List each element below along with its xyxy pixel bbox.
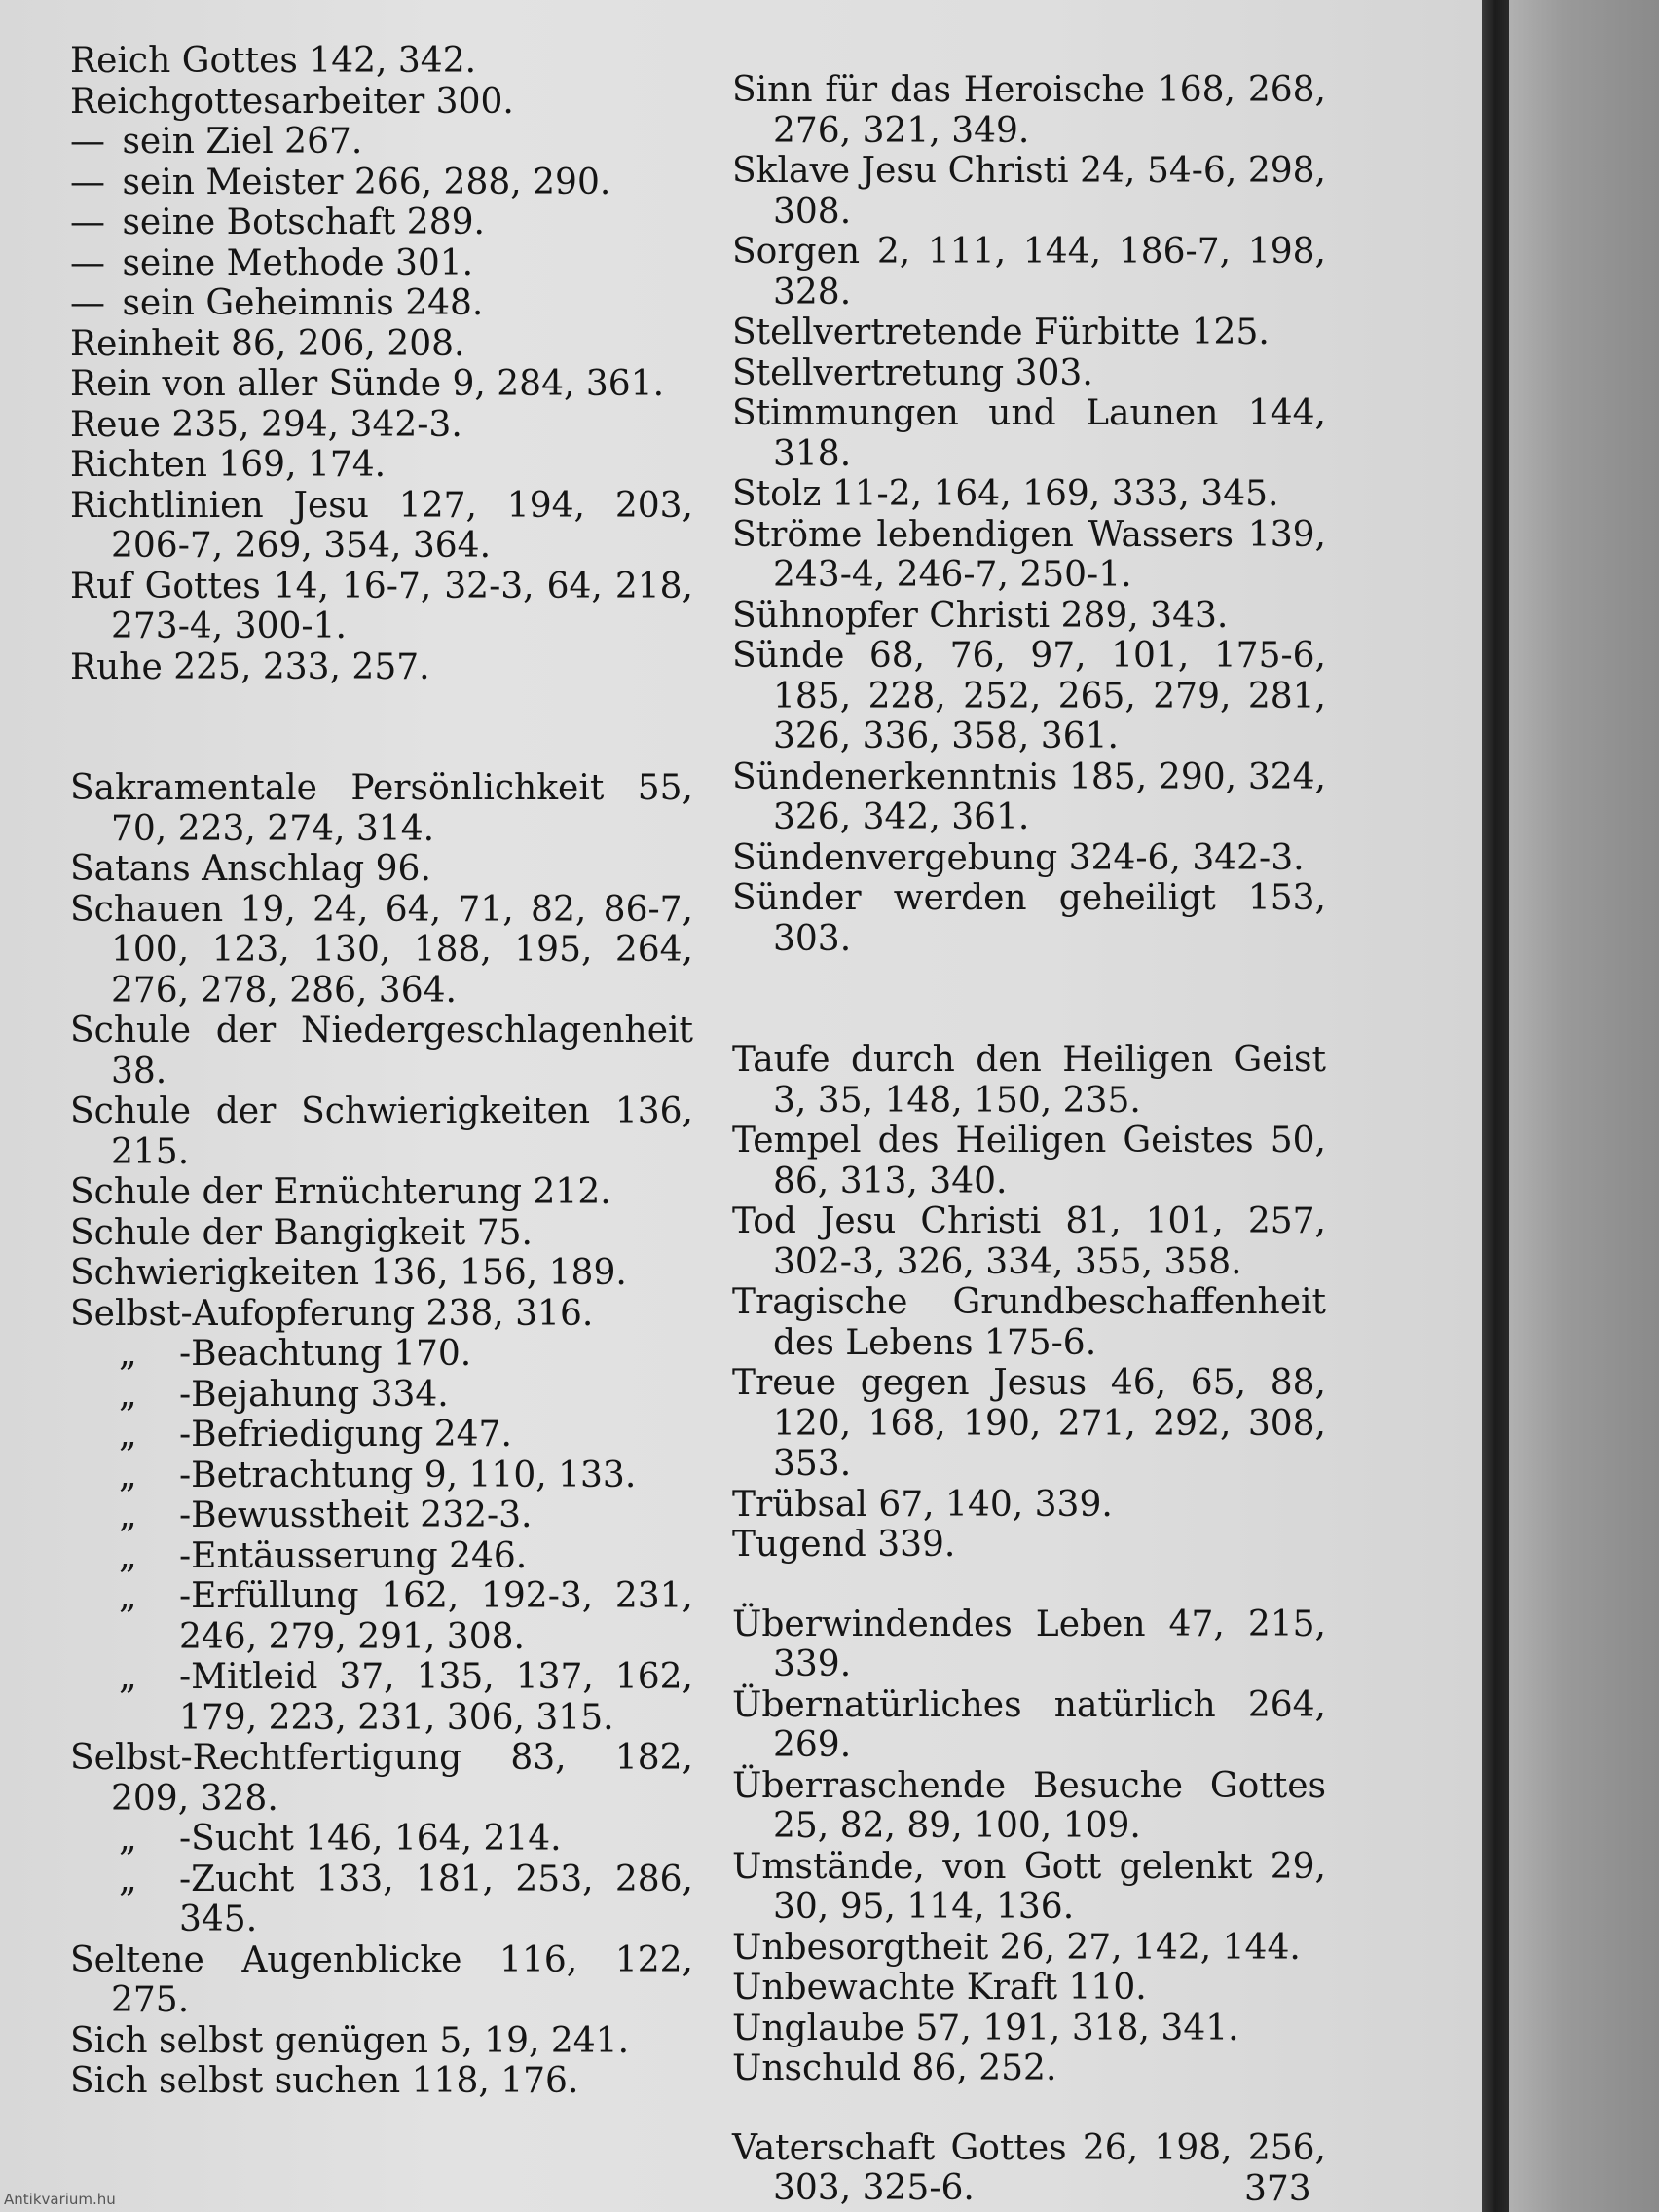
dash-mark: — (70, 122, 105, 162)
dash-mark: — (70, 242, 105, 283)
ditto-mark: „ (119, 1374, 137, 1415)
index-entry: Vaterschaft Gottes 26, 198, 256, 303, 325-6. (732, 2127, 1326, 2208)
index-entry: Überraschende Besuche Gottes 25, 82, 89, 100, 109. (732, 1765, 1326, 1846)
index-subentry: „ -Befriedigung 247. (70, 1415, 693, 1456)
index-entry: Sinn für das Heroische 168, 268, 276, 321, 349. (732, 70, 1326, 151)
index-entry: Selbst-Aufopferung 238, 316. (70, 1293, 594, 1334)
index-entry: Taufe durch den Heiligen Geist 3, 35, 148, 150, 235. (732, 1040, 1326, 1121)
index-entry: Trübsal 67, 140, 339. (732, 1484, 1113, 1525)
index-entry: Treue gegen Jesus 46, 65, 88, 120, 168, 190, 271, 292, 308, 353. (732, 1363, 1326, 1484)
index-entry: Ruf Gottes 14, 16-7, 32-3, 64, 218, 273-4, 300-1. (70, 566, 693, 646)
index-entry: Sühnopfer Christi 289, 343. (732, 595, 1229, 636)
index-entry: Schule der Niedergeschlagenheit 38. (70, 1011, 693, 1091)
index-entry: Stimmungen und Launen 144, 318. (732, 393, 1326, 474)
index-entry: Tragische Grundbeschaffenheit des Lebens 175-6. (732, 1282, 1326, 1363)
index-entry: Reue 235, 294, 342-3. (70, 404, 462, 445)
index-entry: Unbesorgtheit 26, 27, 142, 144. (732, 1927, 1301, 1968)
index-column-right (732, 70, 1326, 2209)
index-entry: Sünde 68, 76, 97, 101, 175-6, 185, 228, 252, 265, 279, 281, 326, 336, 358, 361. (732, 636, 1326, 756)
index-entry: Sündenerkenntnis 185, 290, 324, 326, 342, 361. (732, 756, 1326, 837)
index-subentry: „ -Entäusserung 246. (70, 1536, 693, 1577)
background-surface (1499, 0, 1659, 2212)
page-edge (1482, 0, 1509, 2212)
ditto-mark: „ (119, 1535, 137, 1576)
index-column-left (70, 41, 693, 2102)
index-entry: Rein von aller Sünde 9, 284, 361. (70, 364, 665, 404)
index-subentry: — seine Methode 301. (70, 242, 474, 283)
dash-mark: — (70, 203, 105, 242)
index-entry: Überwindendes Leben 47, 215, 339. (732, 1604, 1326, 1684)
index-entry: Schwierigkeiten 136, 156, 189. (70, 1253, 627, 1293)
index-entry: Sich selbst genügen 5, 19, 241. (70, 2020, 630, 2061)
page-number: 373 (1244, 2169, 1311, 2209)
index-entry: Unbewachte Kraft 110. (732, 1968, 1147, 2008)
index-subentry: „ -Mitleid 37, 135, 137, 162, 179, 223, 231, 306, 315. (70, 1657, 693, 1738)
index-entry: Selbst-Rechtfertigung 83, 182, 209, 328. (70, 1738, 693, 1819)
index-entry: Ströme lebendigen Wassers 139, 243-4, 246-7, 250-1. (732, 514, 1326, 595)
index-entry: Tugend 339. (732, 1525, 956, 1565)
index-subentry: „ -Zucht 133, 181, 253, 286, 345. (70, 1860, 693, 1940)
index-subentry: „ -Sucht 146, 164, 214. (70, 1819, 693, 1860)
index-entry: Schauen 19, 24, 64, 71, 82, 86-7, 100, 123, 130, 188, 195, 264, 276, 278, 286, 364. (70, 889, 693, 1011)
index-entry: Richten 169, 174. (70, 445, 387, 485)
index-entry: Stellvertretung 303. (732, 352, 1093, 393)
index-entry: Übernatürliches natürlich 264, 269. (732, 1684, 1326, 1765)
index-entry: Stolz 11-2, 164, 169, 333, 345. (732, 474, 1279, 514)
index-entry: Stellvertretende Fürbitte 125. (732, 313, 1270, 352)
watermark: Antikvarium.hu (4, 2191, 116, 2208)
index-subentry: „ -Bewusstheit 232-3. (70, 1495, 693, 1536)
index-subentry: „ -Bejahung 334. (70, 1375, 693, 1416)
index-entry: Reichgottesarbeiter 300. (70, 81, 514, 122)
index-entry: Reich Gottes 142, 342. (70, 41, 477, 81)
index-entry: Schule der Schwierigkeiten 136, 215. (70, 1091, 693, 1172)
ditto-mark: „ (119, 1657, 137, 1697)
ditto-mark: „ (119, 1455, 137, 1495)
index-entry: Umstände, von Gott gelenkt 29, 30, 95, 114, 136. (732, 1846, 1326, 1927)
ditto-mark: „ (119, 1576, 137, 1616)
index-entry: Schule der Ernüchterung 212. (70, 1172, 611, 1212)
index-entry: Sorgen 2, 111, 144, 186-7, 198, 328. (732, 232, 1326, 313)
index-subentry: „ -Beachtung 170. (70, 1334, 693, 1375)
dash-mark: — (70, 162, 105, 203)
index-subentry: — sein Ziel 267. (70, 122, 363, 162)
section-gap (732, 2089, 1326, 2128)
index-entry: Unglaube 57, 191, 318, 341. (732, 2008, 1239, 2048)
ditto-mark: „ (119, 1334, 137, 1374)
index-subentry: — sein Meister 266, 288, 290. (70, 162, 611, 203)
index-subentry: „ -Betrachtung 9, 110, 133. (70, 1456, 693, 1496)
index-entry: Tod Jesu Christi 81, 101, 257, 302-3, 326, 334, 355, 358. (732, 1201, 1326, 1282)
index-entry: Richtlinien Jesu 127, 194, 203, 206-7, 269, 354, 364. (70, 485, 693, 566)
ditto-mark: „ (119, 1495, 137, 1535)
index-entry: Sünder werden geheiligt 153, 303. (732, 878, 1326, 959)
section-gap (70, 687, 693, 768)
index-subentry: — sein Geheimnis 248. (70, 283, 484, 323)
index-entry: Sklave Jesu Christi 24, 54-6, 298, 308. (732, 151, 1326, 232)
index-entry: Tempel des Heiligen Geistes 50, 86, 313, 340. (732, 1121, 1326, 1201)
ditto-mark: „ (119, 1415, 137, 1455)
index-entry: Sich selbst suchen 118, 176. (70, 2061, 579, 2101)
index-entry: Reinheit 86, 206, 208. (70, 323, 465, 364)
section-gap (732, 1566, 1326, 1604)
section-gap (732, 959, 1326, 1040)
index-entry: Ruhe 225, 233, 257. (70, 646, 430, 687)
index-subentry: „ -Erfüllung 162, 192-3, 231, 246, 279, 291, 308. (70, 1576, 693, 1657)
ditto-mark: „ (119, 1819, 137, 1859)
index-entry: Sakramentale Persönlichkeit 55, 70, 223, 274, 314. (70, 768, 693, 849)
index-entry: Unschuld 86, 252. (732, 2048, 1057, 2088)
index-entry: Satans Anschlag 96. (70, 849, 431, 889)
ditto-mark: „ (119, 1859, 137, 1899)
dash-mark: — (70, 283, 105, 323)
index-entry: Sündenvergebung 324-6, 342-3. (732, 837, 1305, 878)
index-entry: Schule der Bangigkeit 75. (70, 1212, 533, 1253)
index-subentry: — seine Botschaft 289. (70, 203, 485, 242)
index-entry: Seltene Augenblicke 116, 122, 275. (70, 1939, 693, 2020)
